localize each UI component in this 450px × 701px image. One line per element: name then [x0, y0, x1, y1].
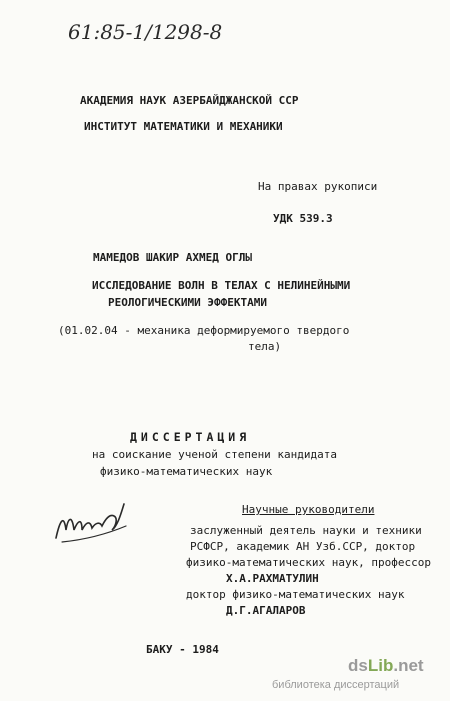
supervisor-line: заслуженный деятель науки и техники: [190, 524, 422, 537]
document-type: ДИССЕРТАЦИЯ: [130, 430, 251, 444]
watermark-logo-net: .net: [393, 656, 424, 675]
supervisor-line: Д.Г.АГАЛАРОВ: [226, 604, 306, 617]
thesis-title-line1: ИССЛЕДОВАНИЕ ВОЛН В ТЕЛАХ С НЕЛИНЕЙНЫМИ: [92, 279, 351, 292]
supervisor-line: РСФСР, академик АН Узб.ССР, доктор: [190, 540, 416, 553]
udc-code: УДК 539.3: [273, 212, 333, 225]
supervisor-line: Х.А.РАХМАТУЛИН: [226, 572, 319, 585]
academy-name: АКАДЕМИЯ НАУК АЗЕРБАЙДЖАНСКОЙ ССР: [80, 94, 299, 107]
degree-line2: физико-математических наук: [100, 465, 273, 478]
watermark-logo-ds: ds: [348, 656, 368, 675]
specialty-line1: (01.02.04 - механика деформируемого твердого: [58, 324, 350, 337]
author-name: МАМЕДОВ ШАКИР АХМЕД ОГЛЫ: [93, 251, 252, 264]
supervisor-line: доктор физико-математических наук: [186, 588, 405, 601]
manuscript-note: На правах рукописи: [258, 180, 378, 193]
supervisor-line: физико-математических наук, профессор: [186, 556, 432, 569]
archive-code: 61:85-1/1298-8: [68, 20, 223, 44]
handwritten-signature: [52, 500, 132, 550]
institute-name: ИНСТИТУТ МАТЕМАТИКИ И МЕХАНИКИ: [84, 120, 283, 133]
watermark-subtitle: библиотека диссертаций: [272, 679, 400, 691]
specialty-line2: тела): [248, 340, 282, 353]
watermark-logo: [348, 656, 424, 676]
watermark-logo-lib: Lib: [367, 656, 394, 675]
supervisors-heading: Научные руководители: [242, 503, 375, 516]
city-year: БАКУ - 1984: [146, 643, 219, 656]
thesis-title-line2: РЕОЛОГИЧЕСКИМИ ЭФФЕКТАМИ: [108, 296, 267, 309]
degree-line1: на соискание ученой степени кандидата: [92, 448, 338, 461]
